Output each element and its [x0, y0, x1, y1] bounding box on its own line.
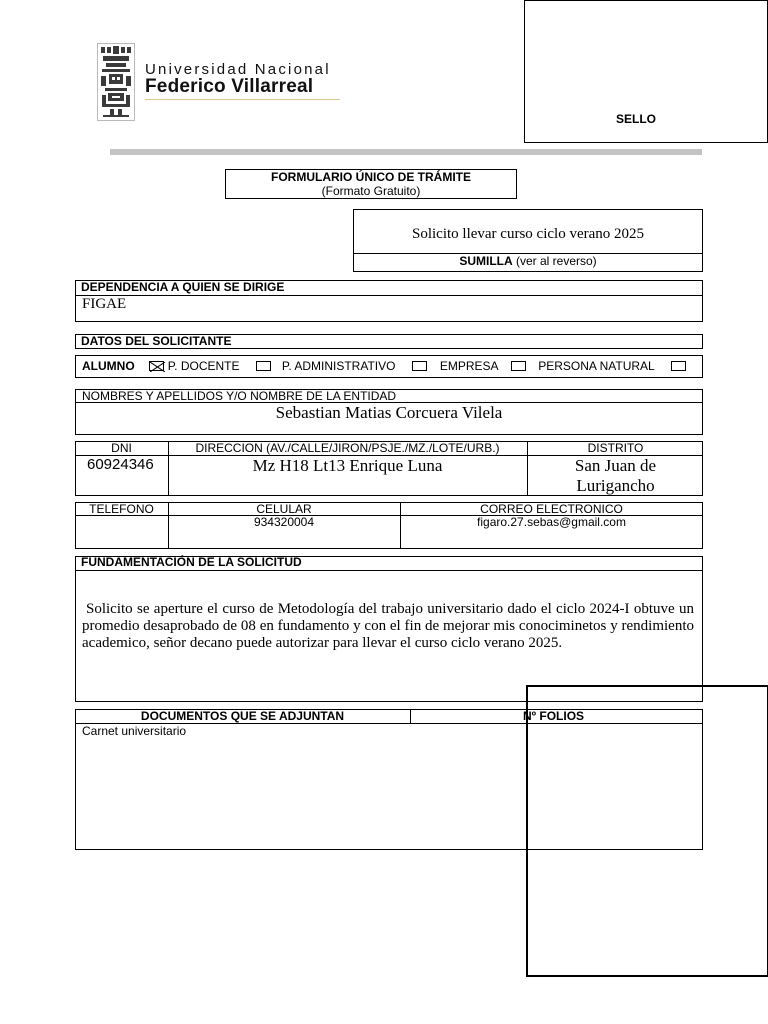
dependencia-divider	[75, 295, 703, 296]
dependencia-value[interactable]: FIGAE	[82, 296, 127, 312]
stamp-frame	[526, 685, 768, 977]
dni-label: DNI	[111, 441, 132, 455]
folios-header: Nº FOLIOS	[523, 709, 585, 723]
logo-divider	[145, 99, 340, 100]
type-alumno-checkbox[interactable]	[149, 361, 164, 371]
celular-label: CELULAR	[256, 502, 312, 516]
type-empresa-checkbox[interactable]	[511, 361, 526, 371]
distrito-label: DISTRITO	[587, 441, 644, 455]
sumilla-label-note: (ver al reverso)	[512, 254, 597, 268]
correo-value[interactable]: figaro.27.sebas@gmail.com	[477, 515, 626, 529]
form-subtitle: (Formato Gratuito)	[321, 184, 421, 198]
dependencia-header: DEPENDENCIA A QUIEN SE DIRIGE	[81, 280, 285, 294]
logo-line2: Federico Villarreal	[145, 76, 314, 97]
logo-line1: Universidad Nacional	[145, 61, 331, 78]
form-title-box	[225, 169, 517, 199]
direccion-value[interactable]: Mz H18 Lt13 Enrique Luna	[252, 456, 443, 475]
fundamentacion-text[interactable]: Solicito se aperture el curso de Metodología del trabajo universitario dado el ciclo 2024-I obtuve un promedio desaprobado de 08 en fundamento y con el fin de mejorar mis conociminetos y rendimiento academico, señor decano puede autorizar para llevar el curso ciclo verano 2025.	[82, 601, 694, 651]
type-natural-checkbox[interactable]	[671, 361, 686, 371]
nombre-label: NOMBRES Y APELLIDOS Y/O NOMBRE DE LA ENTIDAD	[82, 389, 397, 403]
documentos-column-divider	[410, 709, 411, 724]
direccion-label: DIRECCION (AV./CALLE/JIRON/PSJE./MZ./LOTE/URB.)	[195, 441, 500, 455]
celular-value[interactable]: 934320004	[253, 515, 315, 529]
distrito-value-line1: San Juan de	[574, 456, 657, 475]
type-docente-checkbox[interactable]	[256, 361, 271, 371]
fundamentacion-divider	[75, 570, 703, 571]
telefono-label: TELEFONO	[89, 502, 154, 516]
type-alumno-label: ALUMNO	[82, 359, 135, 373]
fundamentacion-header: FUNDAMENTACIÓN DE LA SOLICITUD	[81, 555, 302, 569]
type-empresa-label: EMPRESA	[439, 359, 498, 373]
header-divider	[110, 149, 702, 155]
documento-item[interactable]: Carnet universitario	[82, 724, 187, 738]
sumilla-label-bold: SUMILLA	[459, 254, 513, 268]
nombre-value[interactable]: Sebastian Matias Corcuera Vilela	[275, 403, 503, 422]
type-administrativo-label: P. ADMINISTRATIVO	[281, 359, 396, 373]
type-docente-label: P. DOCENTE	[167, 359, 240, 373]
documentos-header: DOCUMENTOS QUE SE ADJUNTAN	[140, 709, 345, 723]
correo-label: CORREO ELECTRONICO	[480, 502, 623, 516]
sumilla-value[interactable]: Solicito llevar curso ciclo verano 2025	[411, 226, 645, 242]
university-emblem-icon	[97, 43, 135, 121]
solicitante-type-row	[82, 359, 686, 373]
distrito-value[interactable]	[528, 456, 703, 496]
form-title: FORMULARIO ÚNICO DE TRÁMITE	[271, 170, 471, 184]
dni-value[interactable]: 60924346	[87, 456, 154, 473]
type-natural-label: PERSONA NATURAL	[538, 359, 655, 373]
distrito-value-line2: Lurigancho	[576, 476, 655, 495]
sumilla-label	[353, 254, 703, 268]
datos-header: DATOS DEL SOLICITANTE	[81, 334, 232, 348]
stamp-label: SELLO	[615, 112, 656, 126]
type-administrativo-checkbox[interactable]	[412, 361, 427, 371]
